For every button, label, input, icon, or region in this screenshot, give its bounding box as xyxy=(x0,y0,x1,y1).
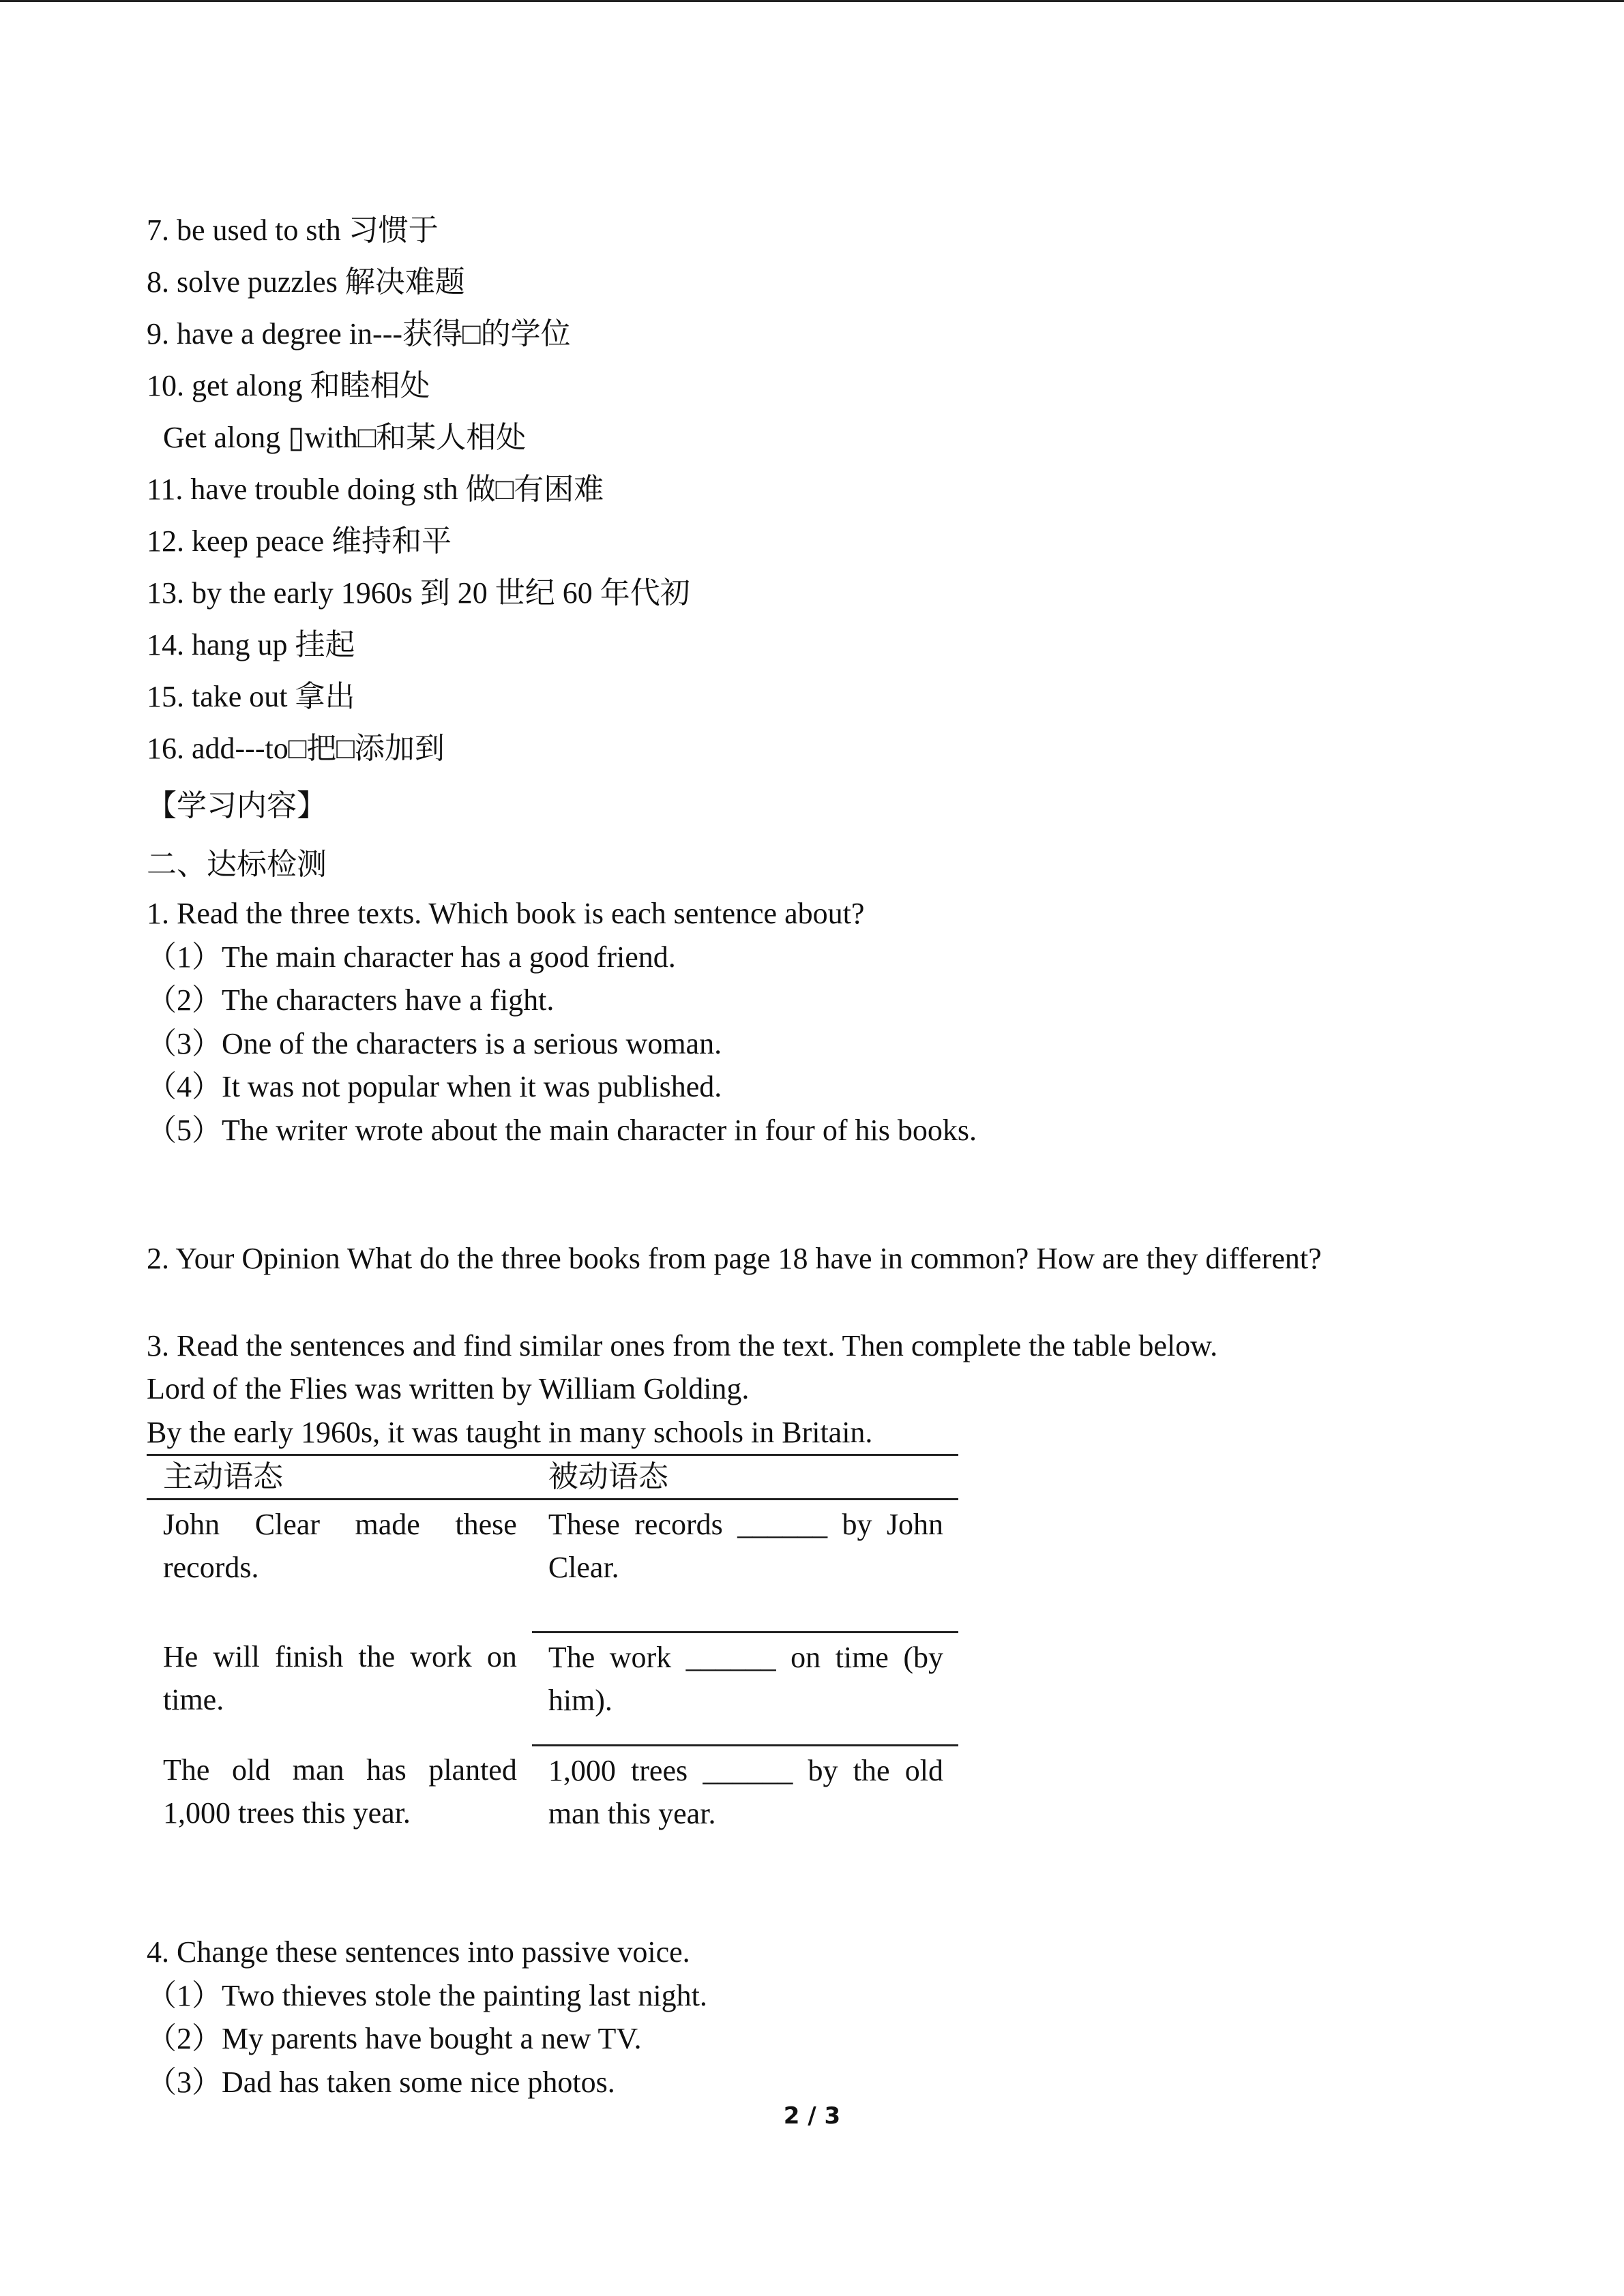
table-header-row xyxy=(147,1455,958,1500)
header-passive-voice: 被动语态 xyxy=(532,1455,958,1500)
vocab-item-sub: Get along ▯with□和某人相处 xyxy=(163,421,527,454)
vocab-item: 13. by the early 1960s 到 20 世纪 60 年代初 xyxy=(147,576,690,610)
table-row xyxy=(147,1746,958,1841)
vocab-item: 10. get along 和睦相处 xyxy=(147,369,430,402)
question-item: （1）The main character has a good friend. xyxy=(147,940,676,974)
question-prompt: 3. Read the sentences and find similar ones from the text. Then complete the table below. xyxy=(147,1328,1218,1362)
document-page xyxy=(147,205,1483,2104)
vocab-item: 14. hang up 挂起 xyxy=(147,628,355,661)
passive-sentence-blank: The work ______ on time (by him). xyxy=(532,1632,958,1746)
question-4 xyxy=(147,1930,1483,2104)
vocabulary-list xyxy=(147,205,1483,775)
question-item: （1）Two thieves stole the painting last night. xyxy=(147,1978,707,2012)
active-sentence: He will finish the work on time. xyxy=(163,1639,517,1716)
question-item: （3）One of the characters is a serious woman. xyxy=(147,1026,722,1060)
header-active-voice: 主动语态 xyxy=(147,1455,532,1500)
question-3 xyxy=(147,1324,1483,1841)
question-prompt: 2. Your Opinion What do the three books from page 18 have in common? How are they different? xyxy=(147,1242,1322,1275)
active-sentence: John Clear made these records. xyxy=(163,1508,517,1584)
question-item: （5）The writer wrote about the main character in four of his books. xyxy=(147,1113,977,1147)
question-2 xyxy=(147,1237,1483,1281)
section-heading: 【学习内容】 xyxy=(147,789,327,822)
question-prompt: 4. Change these sentences into passive voice. xyxy=(147,1935,690,1969)
question-prompt: 1. Read the three texts. Which book is each sentence about? xyxy=(147,897,865,930)
top-border-line xyxy=(0,0,1624,2)
vocab-item: 11. have trouble doing sth 做□有困难 xyxy=(147,473,604,506)
vocab-item: 7. be used to sth 习惯于 xyxy=(147,213,439,247)
question-1 xyxy=(147,892,1483,1152)
question-item: （2）The characters have a fight. xyxy=(147,983,555,1017)
passive-sentence-blank: 1,000 trees ______ by the old man this year. xyxy=(532,1746,958,1841)
page-number: 2 / 3 xyxy=(783,2102,841,2130)
vocab-item: 16. add---to□把□添加到 xyxy=(147,732,445,765)
vocab-item: 9. have a degree in---获得□的学位 xyxy=(147,317,571,351)
example-sentence: By the early 1960s, it was taught in many schools in Britain. xyxy=(147,1415,873,1449)
question-item: （4）It was not popular when it was published. xyxy=(147,1070,722,1103)
voice-table xyxy=(147,1454,958,1840)
passive-sentence-blank: These records ______ by John Clear. xyxy=(548,1508,943,1584)
vocab-item: 15. take out 拿出 xyxy=(147,680,355,713)
question-item: （3）Dad has taken some nice photos. xyxy=(147,2065,615,2099)
vocab-item: 12. keep peace 维持和平 xyxy=(147,524,452,558)
example-sentence: Lord of the Flies was written by William Golding. xyxy=(147,1372,750,1405)
subsection-heading: 二、达标检测 xyxy=(147,848,327,881)
active-sentence: The old man has planted 1,000 trees this year. xyxy=(163,1753,517,1830)
table-row xyxy=(147,1632,958,1746)
table-row xyxy=(147,1500,958,1632)
vocab-item: 8. solve puzzles 解决难题 xyxy=(147,265,465,299)
question-item: （2）My parents have bought a new TV. xyxy=(147,2022,642,2055)
